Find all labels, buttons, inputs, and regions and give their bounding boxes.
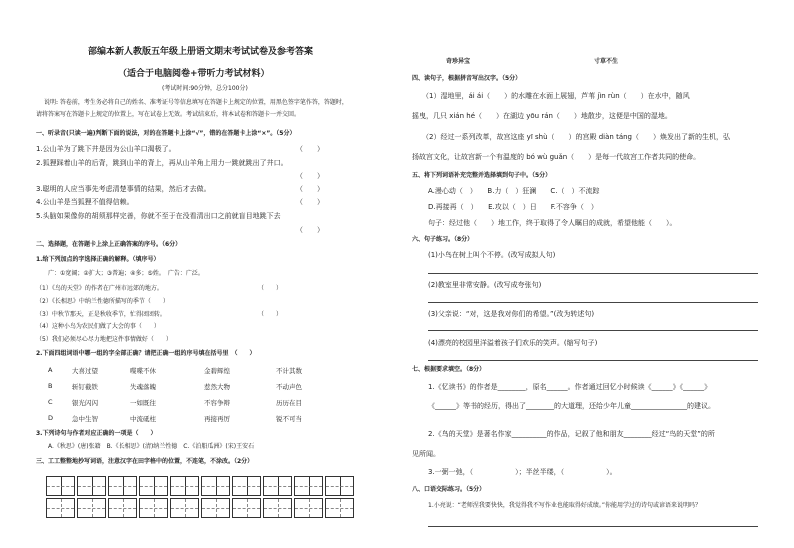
q2-row-b-w3: 惹然大物 (204, 383, 230, 391)
q2-row-a-w3: 金碧辉煌 (204, 367, 230, 375)
s7-line-1: 1.《忆读书》的作者是________，原名______。作者通过回忆小时候读《______》《______》 (428, 383, 712, 391)
q2-row-c-w4: 历历在目 (276, 399, 302, 407)
s4-line-2: 摇曳，几只 xián hé（ ）在湖边 yōu rán（ ）地散步，这便是中国的湿地。 (412, 112, 672, 120)
q2-row-c-label: C (48, 398, 53, 406)
tian-grid-box[interactable] (170, 476, 199, 496)
s1-item-5-paren: （ ） (296, 226, 324, 234)
section-1-heading: 一、听录音(只读一遍)判断下面的说法，对的在答题卡上涂“√”，错的在答题卡上涂“×”。（5分） (36, 130, 296, 137)
tian-grid-box[interactable] (139, 498, 168, 518)
s6-item-1: (1)小鸟在树上叫个不停。(改写成拟人句) (428, 251, 556, 259)
s1-item-4-paren: （ ） (296, 198, 324, 206)
q2-row-b-w1: 斩钉截铁 (72, 383, 98, 391)
tian-grid-box[interactable] (232, 476, 261, 496)
s1-item-2: 2.狐狸踩着山羊的后背，跳到山羊的背上，再从山羊角上用力一跳就跳出了井口。 (36, 159, 288, 167)
q2-row-b-w4: 不动声色 (276, 383, 302, 391)
s8-line-1: 1.小亮说：“老师涅我要快快，我觉得我不写作业也能取得好成绩。”你能用学过的诗句或谚语来说明吗？ (428, 502, 701, 509)
s2-q1-item-3: （3）中秋节那天，正是秋收季节，忙得团团转。 (36, 311, 166, 318)
s8-answer-line[interactable] (428, 526, 758, 527)
tian-grid-box[interactable] (108, 476, 137, 496)
q2-row-d-w2: 中流砥柱 (130, 415, 156, 423)
tian-grid-box[interactable] (170, 498, 199, 518)
top-word-2: 寸草不生 (594, 58, 619, 65)
tian-grid-box[interactable] (263, 476, 292, 496)
q2-row-c-w3: 不容争辩 (204, 399, 230, 407)
s5-sentence: 句子：经过他（ ）地工作，终于取得了令人瞩目的成就，希望他能（ ）。 (428, 219, 677, 227)
s5-row-a: A.漫心动（ ） B.力（ ）狂澜 C.（ ）不流踪 (428, 187, 600, 195)
section-7-heading: 七、根据要求填空。（8分） (412, 366, 486, 373)
tian-grid-box[interactable] (77, 498, 106, 518)
tian-grid-box[interactable] (294, 476, 323, 496)
q2-row-d-w1: 急中生智 (72, 415, 98, 423)
s1-item-3: 3.聪明的人应当事先考虑清楚事情的结果，然后才去做。 (36, 185, 211, 193)
doc-subtitle: （适合于电脑阅卷+带听力考试材料） (118, 69, 270, 79)
s6-answer-line[interactable] (428, 330, 758, 331)
s2-q2: 2.下面四组词语中哪一组的字全部正确？请把正确一组的序号填在括号里 （ ） (36, 350, 256, 357)
tian-grid-box[interactable] (325, 498, 354, 518)
section-2-heading: 二、选择题，在答题卡上涂上正确答案的序号。（6分） (36, 241, 182, 248)
q2-row-b-label: B (48, 382, 53, 390)
tian-grid-box[interactable] (263, 498, 292, 518)
instructions-line-1: 说明: 答卷前，考生务必将自己的姓名、准考证号等信息填写在答题卡上规定的位置，用黑色签字笔作答，答题时， (44, 99, 348, 106)
s6-answer-line[interactable] (428, 273, 758, 274)
q2-row-b-w2: 失魂落魄 (130, 383, 156, 391)
q2-row-a-label: A (48, 366, 53, 374)
doc-title: 部编本新人教版五年级上册语文期末考试试卷及参考答案 (88, 47, 314, 57)
s2-q1-item-5: （5）我们必须尽心尽力地把这件事情做好（ ） (36, 336, 172, 343)
s2-q3-options: A.《秋思》(唐)张籍 B.《长相思》(清)纳兰性德 C.《泊船瓜洲》(宋)王安石 (48, 443, 255, 450)
s2-q3: 3.下列诗句与作者对应正确的一项是（ ） (36, 430, 157, 437)
section-8-heading: 八、口语交际练习。（5分） (412, 486, 486, 493)
s6-item-4: (4)漂亮的校园里洋溢着孩子们欢乐的笑声。(缩写句子) (428, 339, 598, 347)
s2-q1-item-4: （4）这种小鸟为农民们做了大会的事（ ） (36, 323, 160, 330)
s7-line-2: 《______》等书的经历，得出了________的大道理，还给少年儿童________________的建议。 (428, 402, 715, 410)
s7-line-5: 3.一弼一弛，（ ）；半丝半缕，（ ）。 (428, 468, 617, 476)
section-3-heading: 三、工工整整地抄写词语，注意汉字在田字格中的位置，不连笔，不涂改。（2分） (36, 458, 254, 465)
tian-grid-box[interactable] (139, 476, 168, 496)
top-word-1: 奇珍异宝 (446, 58, 471, 65)
tian-grid-box[interactable] (108, 498, 137, 518)
s1-item-1-paren: （ ） (296, 145, 324, 153)
tian-grid-box[interactable] (325, 476, 354, 496)
q2-row-c-w2: 一如既往 (130, 399, 156, 407)
exam-info: (考试时间:90分钟，总分100分) (162, 85, 248, 92)
tian-grid-box[interactable] (201, 476, 230, 496)
s6-answer-line[interactable] (428, 302, 758, 303)
s1-item-3-paren: （ ） (296, 185, 324, 193)
s7-line-4: 见所闻。 (412, 450, 440, 458)
instructions-line-2: 请将答案写在答题卡上规定的位置上，写在试卷上无效。考试结束后，将本试卷和答题卡一并交回。 (36, 111, 301, 118)
s1-item-4: 4.公山羊是当狐狸不值得信赖。 (36, 198, 134, 206)
tian-grid-box[interactable] (294, 498, 323, 518)
s2-q1-item-1-paren: （ ） (258, 285, 283, 292)
s4-line-1: （1）湿地里，ái ái（ ）的水雕在水面上展翅，芦苇 jìn rùn（ ）在水中，随风 (422, 92, 690, 100)
s2-q1-item-1: （1）《鸟的天堂》的作者在广州市远郊的地方。 (36, 285, 163, 292)
q2-row-d-label: D (48, 414, 54, 422)
q2-row-d-w3: 再接再厉 (204, 415, 230, 423)
tian-grid-box[interactable] (232, 498, 261, 518)
s6-item-2: (2)教室里非常安静。(改写成夸张句) (428, 281, 542, 289)
s2-q1-item-3-paren: （ ） (258, 311, 283, 318)
section-6-heading: 六、句子练习。（8分） (412, 236, 474, 243)
q2-row-d-w4: 锐不可当 (276, 415, 302, 423)
q2-row-c-w1: 银光闪闪 (72, 399, 98, 407)
s4-line-4: 扬故宫文化，让故宫新一个有温度的 bó wù guǎn（ ）是每一代故宫工作者共同的使命。 (412, 153, 701, 161)
tian-grid-box[interactable] (46, 476, 75, 496)
s4-line-3: （2）经过一系列改革，故宫这座 yī shù（ ）的宫殿 diàn táng（ ）焕发出了新的生机，弘 (422, 133, 730, 141)
tian-grid-box[interactable] (46, 498, 75, 518)
section-4-heading: 四、读句子，根据拼音写出汉字。（5分） (412, 75, 522, 82)
s1-item-5: 5.头脑如果像你的胡须那样完善，你就不至于在没看清出口之前就盲目地跳下去 (36, 212, 281, 220)
s1-item-2-paren: （ ） (296, 172, 324, 180)
s1-item-1: 1.公山羊为了跳下井是因为公山羊口渴极了。 (36, 145, 176, 153)
tian-grid-box[interactable] (77, 476, 106, 496)
s6-answer-line[interactable] (428, 360, 758, 361)
s5-row-b: D.再接再（ ） E.攻以（ ）日 F.不容争（ ） (428, 203, 598, 211)
s6-item-3: (3)父亲说：“对，这是我对你们的希望。”(改为转述句) (428, 310, 595, 318)
tian-grid-box[interactable] (201, 498, 230, 518)
q2-row-a-w2: 喋喋不休 (130, 367, 156, 375)
section-5-heading: 五、将下列词语补充完整并选择填到句子中。（5分） (412, 172, 552, 179)
s7-line-3: 2.《鸟的天堂》是著名作家__________的作品，记叙了他和朋友________经过“鸟的天堂”的所 (428, 430, 715, 438)
q2-row-a-w1: 大喜过望 (72, 367, 98, 375)
s2-q1-item-2: （2）《长相思》中纳兰性德所描写的季节（ ） (36, 298, 169, 305)
s2-q1: 1.给下列加点的字选择正确的解释。（填序号） (36, 256, 160, 263)
s2-q1-options: 广：①宽阔；②扩大；③普遍；④多；⑤姓。 广告：广泛。 (48, 270, 204, 277)
q2-row-a-w4: 不计其数 (276, 367, 302, 375)
